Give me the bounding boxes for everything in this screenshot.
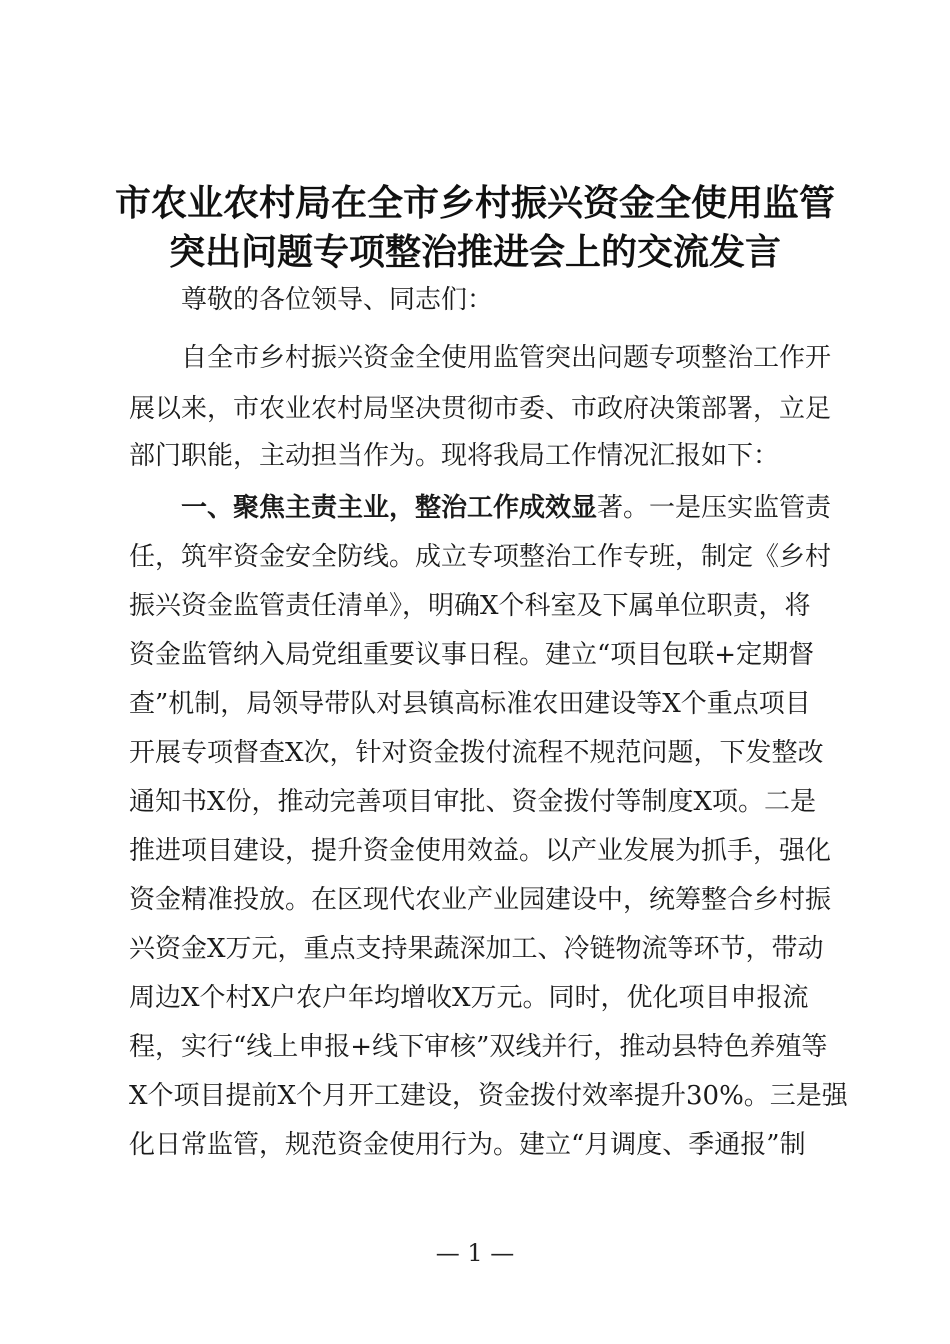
body-line: 资金监管纳入局党组重要议事日程。建立“项目包联+定期督 xyxy=(129,640,815,670)
body-line: 任，筑牢资金安全防线。成立专项整治工作专班，制定《乡村 xyxy=(129,542,832,572)
section-1-first-line-rest: 著。一是压实监管责 xyxy=(597,493,832,523)
body-line: 周边X个村X户农户年均增收X万元。同时，优化项目申报流 xyxy=(129,983,809,1013)
body-line: 程，实行“线上申报+线下审核”双线并行，推动县特色养殖等 xyxy=(129,1032,828,1062)
intro-line: 展以来，市农业农村局坚决贯彻市委、市政府决策部署，立足 xyxy=(129,394,832,424)
intro-line: 自全市乡村振兴资金全使用监管突出问题专项整治工作开 xyxy=(181,343,832,373)
body-line: 推进项目建设，提升资金使用效益。以产业发展为抓手，强化 xyxy=(129,836,832,866)
body-line: 化日常监管，规范资金使用行为。建立“月调度、季通报”制 xyxy=(129,1130,806,1160)
intro-line: 部门职能，主动担当作为。现将我局工作情况汇报如下： xyxy=(129,441,780,471)
body-line: 通知书X份，推动完善项目审批、资金拨付等制度X项。二是 xyxy=(129,787,817,817)
body-line: 兴资金X万元，重点支持果蔬深加工、冷链物流等环节，带动 xyxy=(129,934,824,964)
section-1-heading: 一、聚焦主责主业，整治工作成效显 xyxy=(181,493,598,523)
page-number: — 1 — xyxy=(435,1239,515,1267)
body-line: 开展专项督查X次，针对资金拨付流程不规范问题，下发整改 xyxy=(129,738,824,768)
body-line: 振兴资金监管责任清单》，明确X个科室及下属单位职责，将 xyxy=(129,591,811,621)
body-line: 资金精准投放。在区现代农业产业园建设中，统筹整合乡村振 xyxy=(129,885,832,915)
body-line: 查”机制，局领导带队对县镇高标准农田建设等X个重点项目 xyxy=(129,689,811,719)
document-title-line-2: 突出问题专项整治推进会上的交流发言 xyxy=(168,231,781,273)
document-title-line-1: 市农业农村局在全市乡村振兴资金全使用监管 xyxy=(114,182,835,224)
salutation: 尊敬的各位领导、同志们： xyxy=(181,285,494,315)
section-1-first-line xyxy=(181,491,881,525)
body-line: X个项目提前X个月开工建设，资金拨付效率提升30%。三是强 xyxy=(129,1081,848,1111)
